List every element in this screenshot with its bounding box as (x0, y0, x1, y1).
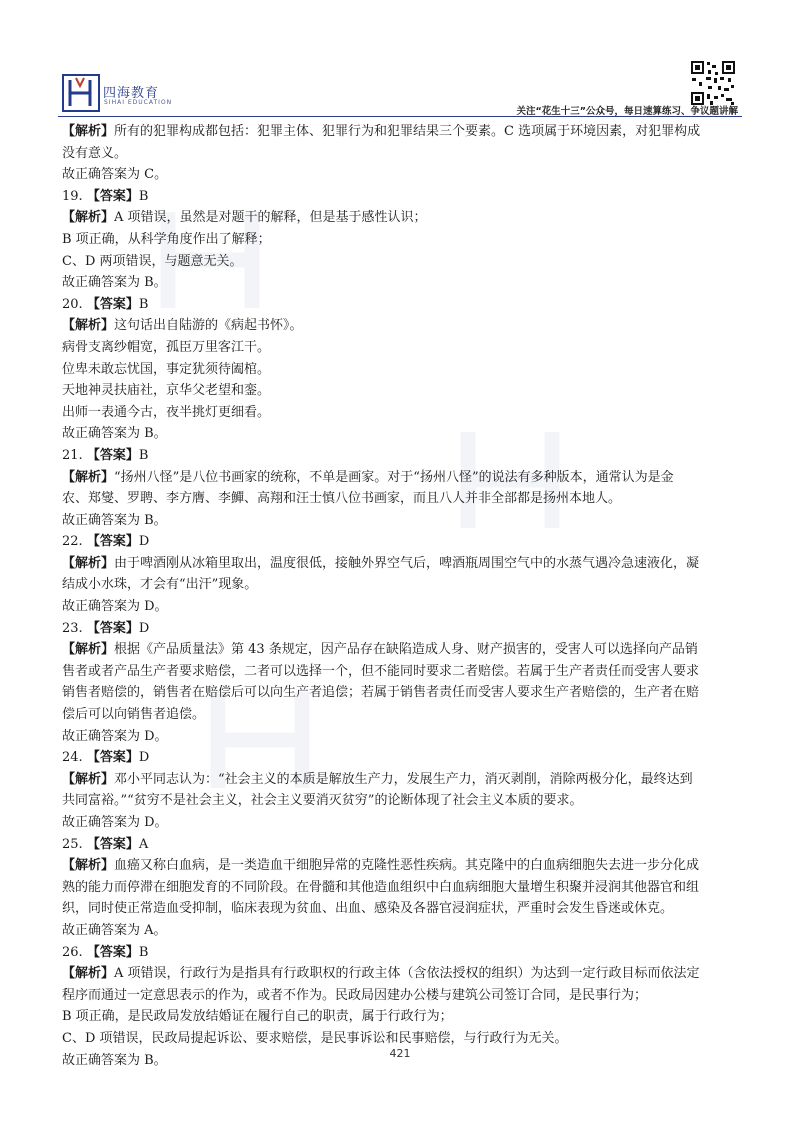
text-segment: D (138, 620, 150, 636)
text-line (62, 164, 742, 186)
text-segment: 24. (62, 750, 87, 766)
text-segment: 偿后可以向销售者追偿。 (62, 707, 206, 723)
text-segment: 故正确答案为 A。 (62, 922, 167, 938)
text-segment: 出师一表通今古，夜半挑灯更细看。 (62, 404, 271, 420)
section-label: 【解析】 (62, 124, 115, 139)
text-segment: 农、郑燮、罗聘、李方膺、李鱓、高翔和汪士慎八位书画家，而且八人并非全部都是扬州本地人。 (62, 491, 622, 507)
text-line (62, 855, 742, 877)
text-line (62, 359, 742, 381)
answer-explanations (62, 121, 742, 1071)
text-segment: 故正确答案为 B。 (62, 275, 167, 291)
text-line (62, 121, 742, 143)
text-line (62, 1006, 742, 1028)
section-label: 【解析】 (62, 469, 115, 485)
text-segment: D (138, 534, 150, 550)
section-label: 【解析】 (62, 555, 115, 571)
text-segment: 没有意义。 (62, 145, 128, 161)
text-line (62, 834, 742, 856)
section-label: 【解析】 (62, 642, 115, 658)
text-line (62, 272, 742, 294)
text-segment: 22. (62, 534, 87, 550)
text-segment: 邓小平同志认为：“社会主义的本质是解放生产力，发展生产力，消灭剥削，消除两极分化，最终达到 (114, 771, 693, 787)
text-segment: 病骨支离纱帽宽，孤臣万里客江干。 (62, 339, 271, 355)
text-segment: B (138, 447, 149, 463)
text-segment: B (138, 944, 149, 960)
text-segment: B (138, 296, 149, 312)
text-segment: 20. (62, 296, 87, 312)
text-line (62, 747, 742, 769)
text-line (62, 402, 742, 424)
text-line (62, 488, 742, 510)
section-label: 【解析】 (62, 966, 115, 982)
text-segment: 26. (62, 944, 87, 960)
text-line (62, 682, 742, 704)
section-label: 【解析】 (62, 858, 115, 874)
text-line (62, 898, 742, 920)
text-segment: 这句话出自陆游的《病起书怀》。 (114, 318, 303, 334)
text-segment: D (138, 750, 150, 766)
text-segment: 25. (62, 836, 87, 852)
text-line (62, 963, 742, 985)
text-line (62, 229, 742, 251)
text-segment: 根据《产品质量法》第 43 条规定，因产品存在缺陷造成人身、财产损害的，受害人可以选择向产品销 (114, 642, 698, 658)
text-segment: 共同富裕。”“贫穷不是社会主义，社会主义要消灭贫穷”的论断体现了社会主义本质的要求。 (62, 793, 583, 809)
text-line (62, 661, 742, 683)
text-segment: 程序而通过一定意思表示的作为，或者不作为。民政局因建办公楼与建筑公司签订合同，是民事行为； (62, 987, 648, 1003)
text-line (62, 769, 742, 791)
text-line (62, 315, 742, 337)
text-line (62, 596, 742, 618)
text-segment: 19. (62, 188, 87, 204)
text-line (62, 553, 742, 575)
text-segment: 结成小水珠，才会有“出汗”现象。 (62, 577, 258, 593)
text-line (62, 704, 742, 726)
text-line (62, 877, 742, 899)
text-line (62, 423, 742, 445)
text-line (62, 726, 742, 748)
text-line (62, 251, 742, 273)
text-segment: 销售者赔偿的，销售者在赔偿后可以向生产者追偿；若属于销售者责任而受害人要求生产者赔偿的，生产者在赔 (62, 685, 700, 701)
header-tagline: 关注“花生十三”公众号，每日速算练习、争议题讲解 (516, 106, 738, 117)
text-segment: 所有的犯罪构成都包括：犯罪主体、犯罪行为和犯罪结果三个要素。C 选项属于环境因素，对犯罪构成 (114, 124, 701, 139)
text-segment: “扬州八怪”是八位书画家的统称，不单是画家。对于“扬州八怪”的说法有多种版本，通常认为是金 (114, 469, 674, 485)
section-label: 【答案】 (86, 447, 139, 463)
section-label: 【答案】 (86, 750, 139, 766)
text-segment: 故正确答案为 D。 (62, 599, 168, 615)
qr-code-icon (690, 60, 736, 106)
text-segment: 故正确答案为 C。 (62, 167, 168, 183)
text-line (62, 207, 742, 229)
text-segment: C、D 项错误，民政局提起诉讼、要求赔偿，是民事诉讼和民事赔偿，与行政行为无关。 (62, 1030, 568, 1046)
text-segment: 织，同时使正常造血受抑制，临床表现为贫血、出血、感染及各器官浸润症状，严重时会发生昏迷或休克。 (62, 901, 674, 917)
text-segment: 23. (62, 620, 87, 636)
text-segment: B 项正确，从科学角度作出了解释； (62, 231, 271, 247)
text-segment: 血癌又称白血病，是一类造血干细胞异常的克隆性恶性疾病。其克隆中的白血病细胞失去进一步分化成 (114, 858, 700, 874)
text-segment: A 项错误，行政行为是指具有行政职权的行政主体（含依法授权的组织）为达到一定行政目标而依法定 (114, 966, 700, 982)
section-label: 【解析】 (62, 318, 115, 334)
text-line (62, 920, 742, 942)
text-segment: 故正确答案为 D。 (62, 815, 168, 830)
text-segment: 天地神灵扶庙社，京华父老望和銮。 (62, 383, 271, 399)
text-line (62, 531, 742, 553)
text-line (62, 790, 742, 812)
page-number: 421 (389, 1047, 411, 1060)
text-line (62, 639, 742, 661)
section-label: 【解析】 (62, 210, 115, 226)
text-segment: 位卑未敢忘忧国，事定犹须待阖棺。 (62, 361, 271, 377)
page-header (0, 0, 800, 118)
section-label: 【答案】 (86, 944, 139, 960)
text-line (62, 510, 742, 532)
header-divider (58, 116, 742, 117)
text-line (62, 618, 742, 640)
logo-subtitle: SIHAI EDUCATION (104, 99, 173, 106)
text-line (62, 186, 742, 208)
section-label: 【解析】 (62, 771, 115, 787)
text-segment: A (138, 836, 149, 852)
text-line (62, 294, 742, 316)
text-segment: 故正确答案为 B。 (62, 426, 167, 442)
logo-name: 四海教育 (103, 86, 160, 101)
text-line (62, 574, 742, 596)
text-segment: 故正确答案为 B。 (62, 512, 167, 528)
text-segment: 熟的能力而停滞在细胞发育的不同阶段。在骨髓和其他造血组织中白血病细胞大量增生积聚并浸润其他器官和组 (62, 879, 700, 895)
text-line (62, 380, 742, 402)
text-line (62, 812, 742, 834)
text-segment: 故正确答案为 B。 (62, 1052, 167, 1068)
text-segment: A 项错误，虽然是对题干的解释，但是基于感性认识； (114, 210, 427, 226)
text-line (62, 143, 742, 165)
text-segment: 由于啤酒刚从冰箱里取出，温度很低，接触外界空气后，啤酒瓶周围空气中的水蒸气遇冷急速液化，凝 (114, 555, 700, 571)
text-line (62, 985, 742, 1007)
section-label: 【答案】 (86, 620, 139, 636)
text-segment: 售者或者产品生产者要求赔偿，二者可以选择一个，但不能同时要求二者赔偿。若属于生产者责任而受害人要求 (62, 663, 700, 679)
text-segment: C、D 两项错误，与题意无关。 (62, 253, 243, 269)
text-line (62, 942, 742, 964)
text-line (62, 445, 742, 467)
section-label: 【答案】 (86, 836, 139, 852)
text-line (62, 467, 742, 489)
text-segment: B 项正确，是民政局发放结婚证在履行自己的职责，属于行政行为； (62, 1009, 453, 1025)
text-line (62, 337, 742, 359)
section-label: 【答案】 (86, 188, 139, 204)
text-segment: B (138, 188, 149, 204)
section-label: 【答案】 (86, 534, 139, 550)
section-label: 【答案】 (86, 296, 139, 312)
text-segment: 故正确答案为 D。 (62, 728, 168, 744)
text-segment: 21. (62, 447, 87, 463)
